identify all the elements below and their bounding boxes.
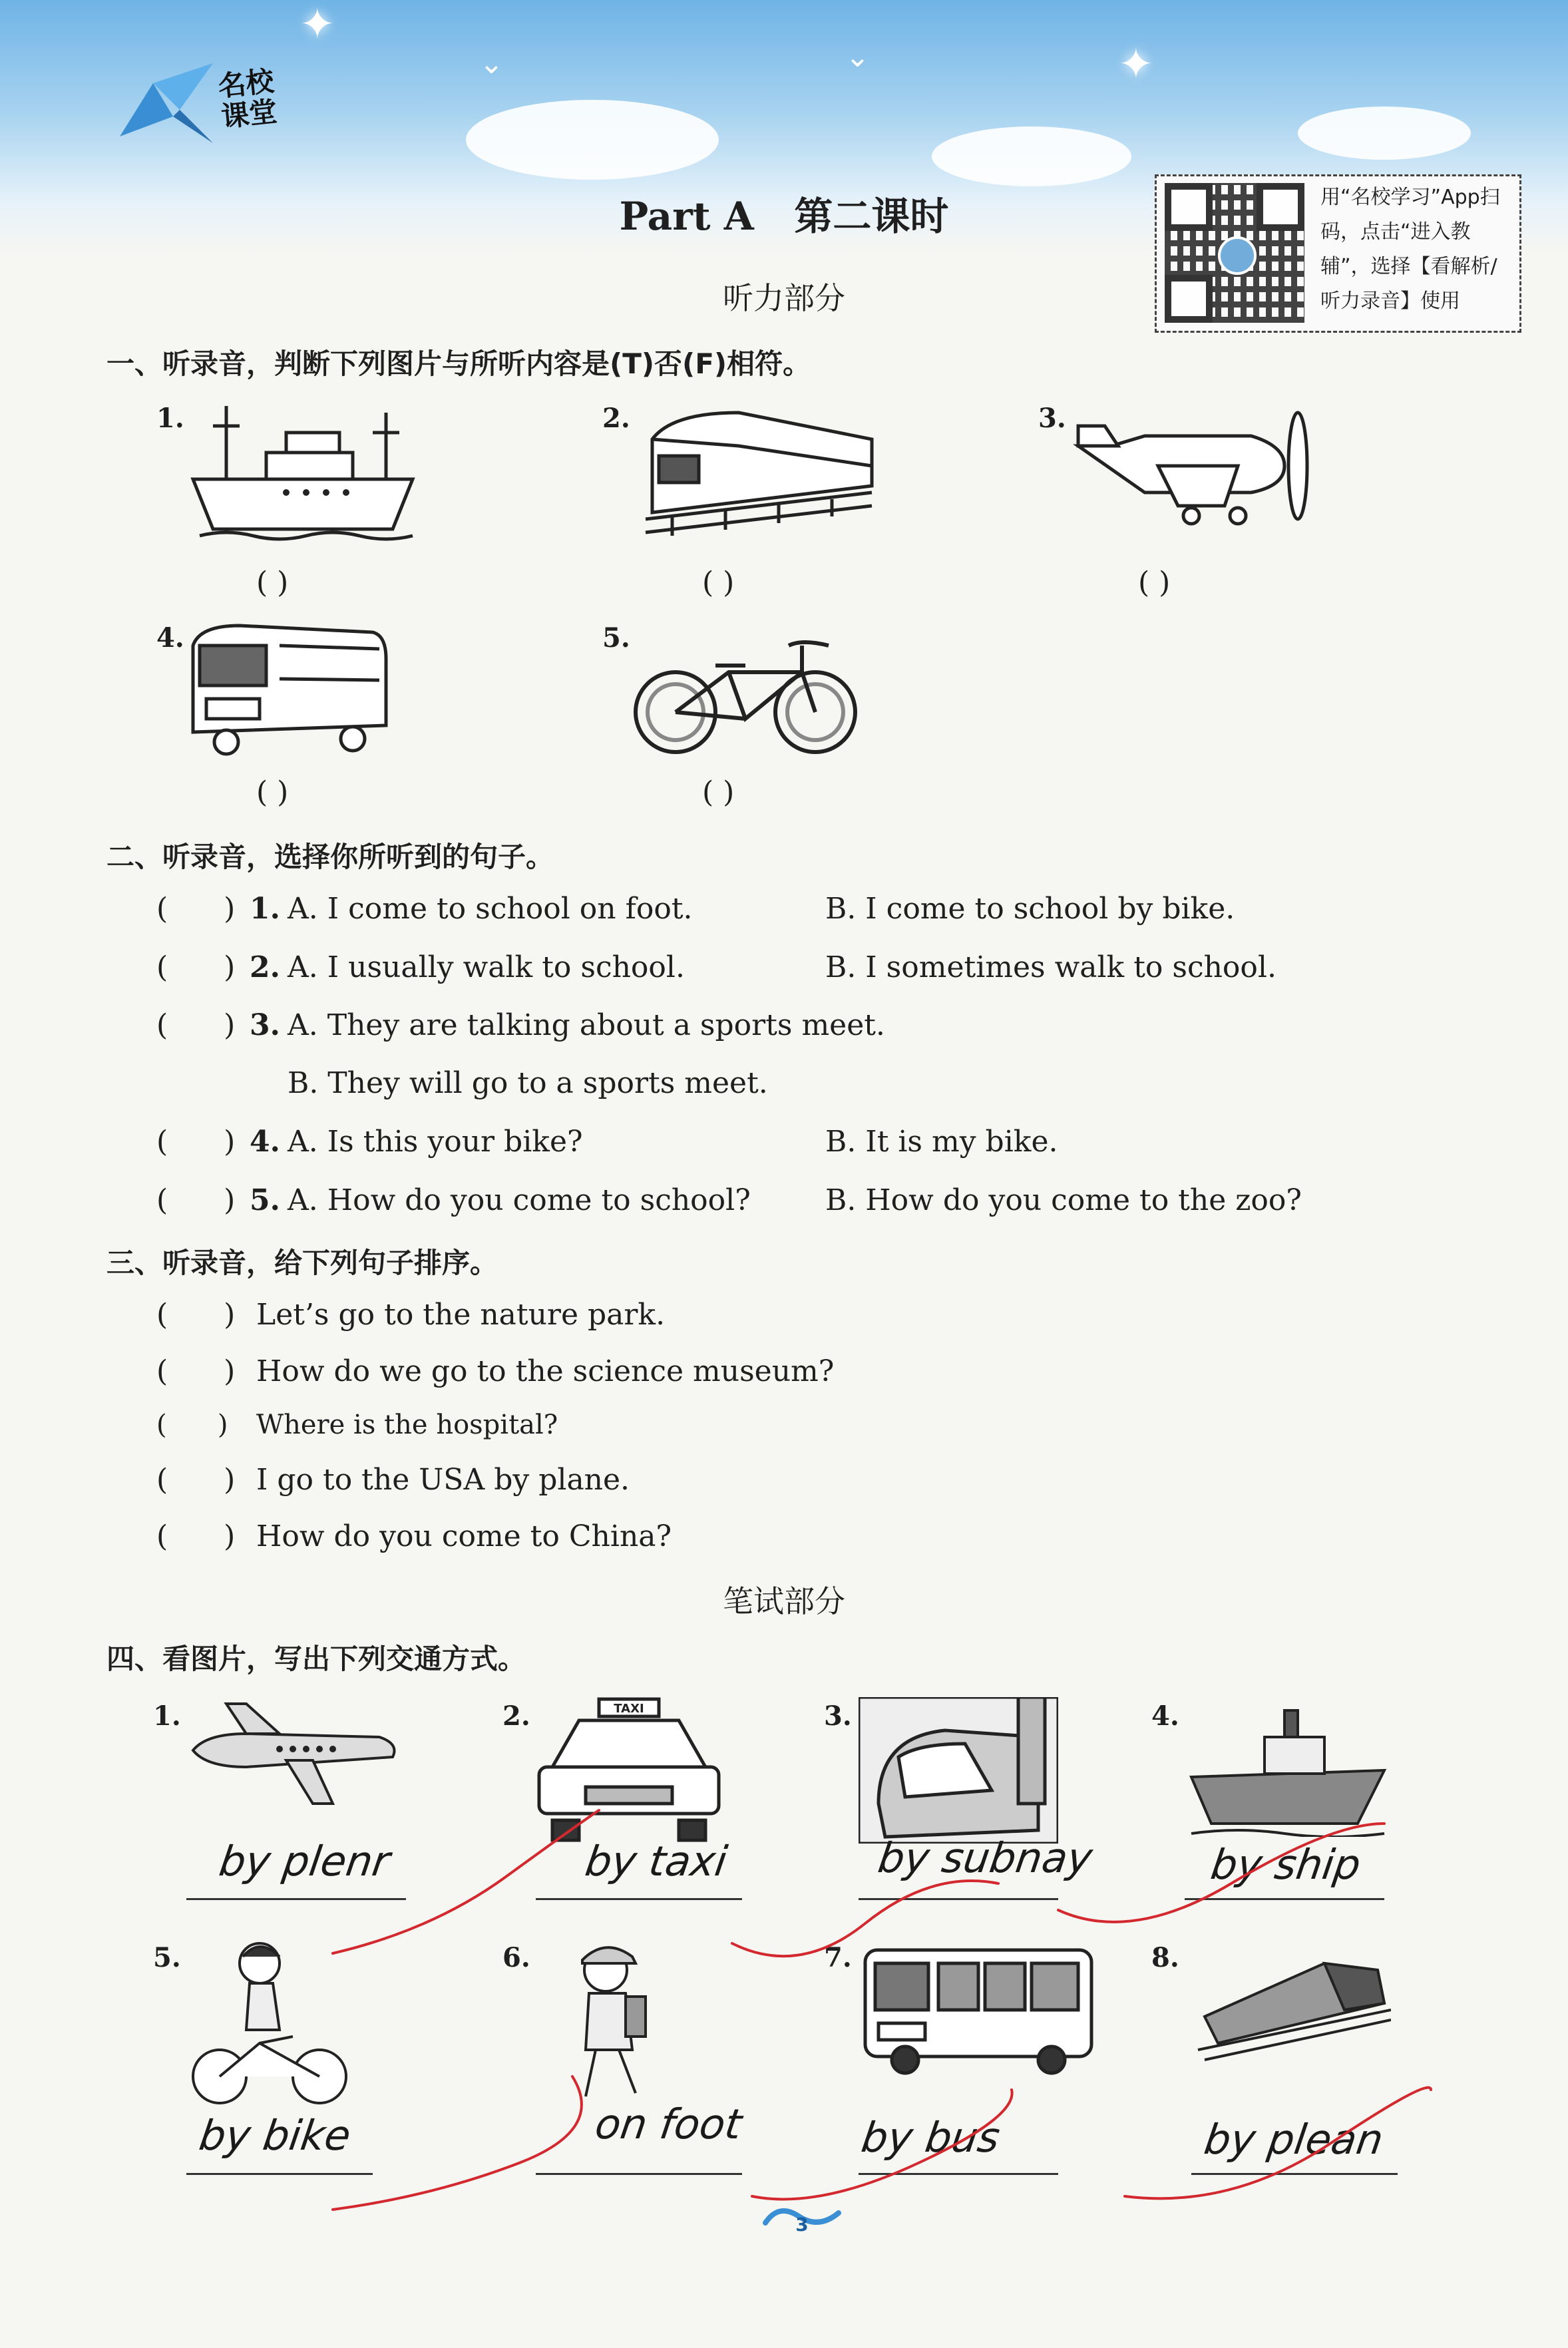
answer-blank[interactable]: ( ) bbox=[156, 1354, 236, 1388]
option-a: A. How do you come to school? bbox=[288, 1183, 751, 1217]
handwritten-answer[interactable]: by bus bbox=[858, 2113, 1003, 2162]
answer-blank[interactable]: ( ) bbox=[156, 950, 236, 984]
ordering-sentence: I go to the USA by plane. bbox=[256, 1463, 630, 1497]
q4-item-number: 8. bbox=[1151, 1942, 1179, 1973]
paper-crane-icon bbox=[113, 57, 220, 150]
cloud-decoration bbox=[932, 126, 1131, 186]
page-number-decoration bbox=[759, 2196, 845, 2236]
red-check-mark bbox=[1125, 2088, 1431, 2199]
q4-item-number: 3. bbox=[824, 1700, 852, 1732]
option-b: B. I come to school by bike. bbox=[825, 892, 1235, 926]
handwritten-answer[interactable]: by taxi bbox=[582, 1837, 731, 1885]
answer-blank[interactable]: ( ) bbox=[256, 775, 289, 809]
answer-blank[interactable]: ( ) bbox=[1138, 566, 1171, 600]
page-title: Part A 第二课时 bbox=[619, 194, 949, 239]
item-number: 4. bbox=[250, 1125, 280, 1159]
option-a: A. I usually walk to school. bbox=[288, 950, 685, 984]
bus-icon bbox=[186, 619, 393, 759]
publisher-logo bbox=[113, 57, 313, 150]
q4-item-number: 2. bbox=[502, 1700, 530, 1732]
train-icon bbox=[632, 399, 879, 546]
answer-blank[interactable]: ( ) bbox=[702, 566, 735, 600]
ordering-sentence: How do you come to China? bbox=[256, 1519, 672, 1553]
option-b: B. How do you come to the zoo? bbox=[825, 1183, 1302, 1217]
option-b: B. I sometimes walk to school. bbox=[825, 950, 1276, 984]
answer-blank[interactable]: ( ) bbox=[256, 566, 289, 600]
cloud-decoration bbox=[1298, 106, 1471, 160]
q1-item-number: 1. bbox=[156, 403, 184, 434]
answer-blank[interactable]: ( ) bbox=[156, 1125, 236, 1159]
cloud-decoration bbox=[466, 100, 719, 180]
handwritten-answer[interactable]: by plean bbox=[1201, 2115, 1386, 2164]
red-check-mark bbox=[732, 1881, 998, 1956]
red-check-mark bbox=[333, 1810, 599, 1953]
page-number: 3 bbox=[795, 2214, 809, 2236]
q1-item-number: 3. bbox=[1038, 403, 1066, 434]
question-3-heading: 三、听录音，给下列句子排序。 bbox=[106, 1247, 498, 1279]
answer-blank[interactable]: ( ) bbox=[156, 1008, 236, 1042]
qr-instructions: 用“名校学习”App扫码，点击“进入教辅”，选择【看解析/听力录音】使用 bbox=[1320, 186, 1500, 313]
question-1-heading: 一、听录音，判断下列图片与所听内容是(T)否(F)相符。 bbox=[106, 347, 811, 380]
ordering-sentence: How do we go to the science museum? bbox=[256, 1354, 835, 1388]
answer-blank[interactable]: ( ) bbox=[156, 1183, 236, 1217]
red-check-mark bbox=[333, 2076, 582, 2210]
q4-item-number: 7. bbox=[824, 1942, 852, 1973]
option-a: A. They are talking about a sports meet. bbox=[288, 1008, 885, 1042]
item-number: 5. bbox=[250, 1183, 280, 1217]
sparkle-icon: ✦ bbox=[299, 0, 335, 49]
bike-icon bbox=[629, 619, 862, 759]
handwritten-answer[interactable]: by subnay bbox=[875, 1834, 1095, 1882]
handwritten-answer[interactable]: by plenr bbox=[216, 1837, 393, 1885]
item-number: 2. bbox=[250, 950, 280, 984]
item-number: 1. bbox=[250, 892, 280, 926]
taxi-sign: TAXI bbox=[614, 1702, 644, 1716]
answer-blank[interactable]: ( ) bbox=[702, 775, 735, 809]
q4-item-number: 6. bbox=[502, 1942, 530, 1973]
sparkle-icon: ✦ bbox=[1118, 40, 1154, 89]
answer-blank[interactable]: ( ) bbox=[156, 1298, 236, 1332]
q1-item-number: 4. bbox=[156, 622, 184, 654]
option-b: B. They will go to a sports meet. bbox=[288, 1066, 768, 1100]
teacher-correction-marks bbox=[0, 1730, 1568, 2236]
q1-item-number: 5. bbox=[602, 622, 630, 654]
handwritten-answer[interactable]: by bike bbox=[196, 2111, 354, 2160]
section-title-listening: 听力部分 bbox=[723, 280, 845, 316]
red-check-mark bbox=[752, 2090, 1012, 2199]
q4-item-number: 4. bbox=[1151, 1700, 1179, 1732]
option-a: A. Is this your bike? bbox=[288, 1125, 583, 1159]
ordering-sentence: Where is the hospital? bbox=[256, 1410, 558, 1440]
bird-icon: ⌄ bbox=[479, 47, 504, 81]
section-title-written: 笔试部分 bbox=[723, 1583, 845, 1619]
plane-icon bbox=[1065, 399, 1318, 526]
answer-blank[interactable]: ( ) bbox=[156, 1519, 236, 1553]
logo-text: 名校 课堂 bbox=[216, 64, 279, 134]
answer-blank[interactable]: ( ) bbox=[156, 1410, 228, 1440]
red-check-mark bbox=[1058, 1824, 1384, 1922]
option-b: B. It is my bike. bbox=[825, 1125, 1058, 1159]
question-4-heading: 四、看图片，写出下列交通方式。 bbox=[106, 1643, 526, 1675]
option-a: A. I come to school on foot. bbox=[288, 892, 693, 926]
question-2-heading: 二、听录音，选择你所听到的句子。 bbox=[106, 841, 554, 873]
q1-item-number: 2. bbox=[602, 403, 630, 434]
ordering-sentence: Let’s go to the nature park. bbox=[256, 1298, 666, 1332]
q4-item-number: 1. bbox=[153, 1700, 181, 1732]
handwritten-answer[interactable]: on foot bbox=[592, 2100, 745, 2148]
answer-blank[interactable]: ( ) bbox=[156, 892, 236, 926]
handwritten-answer[interactable]: by ship bbox=[1207, 1840, 1364, 1889]
bird-icon: ⌄ bbox=[845, 40, 870, 74]
answer-blank[interactable]: ( ) bbox=[156, 1463, 236, 1497]
q4-item-number: 5. bbox=[153, 1942, 181, 1973]
item-number: 3. bbox=[250, 1008, 280, 1042]
ship-icon bbox=[186, 399, 426, 546]
